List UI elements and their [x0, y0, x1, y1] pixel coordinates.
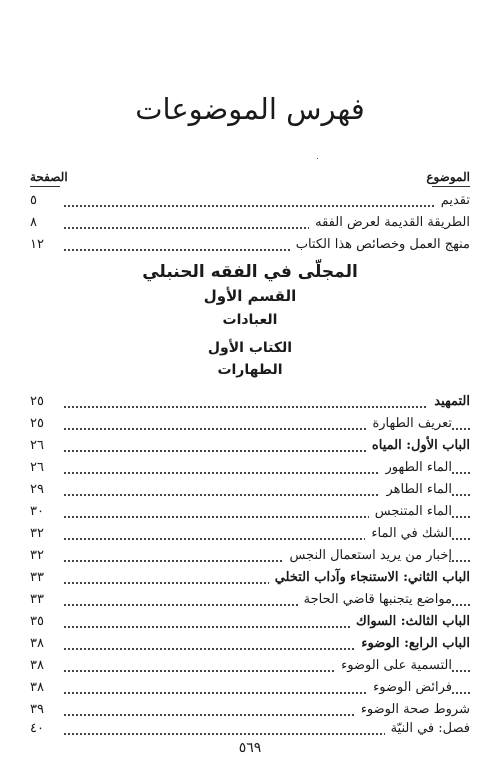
topic-header-rule: [432, 186, 470, 187]
entry-page: ٥: [30, 193, 37, 208]
entry-page: ٣٢: [30, 548, 44, 563]
toc-entry[interactable]: [30, 611, 470, 633]
entry-label: إخبار من يريد استعمال النجس: [283, 545, 452, 567]
entry-page: ٣٨: [30, 636, 44, 651]
topic-column-header: الموضوع: [426, 170, 470, 184]
speck-mark: [317, 158, 318, 159]
toc-entry[interactable]: [30, 545, 470, 567]
entry-label: تعريف الطهارة: [366, 413, 452, 435]
toc-entry[interactable]: [30, 234, 470, 256]
entry-page: ١٢: [30, 237, 44, 252]
entry-page: ٢٦: [30, 460, 44, 475]
entry-label: الشك في الماء: [365, 523, 452, 545]
toc-entry[interactable]: [30, 212, 470, 234]
entry-page: ٣٥: [30, 614, 44, 629]
entry-label: الطريقة القديمة لعرض الفقه: [309, 212, 470, 234]
entry-label: منهج العمل وخصائص هذا الكتاب: [290, 234, 470, 256]
entry-page: ٢٥: [30, 394, 44, 409]
toc-entry[interactable]: [30, 413, 470, 435]
entry-label: التمهيد: [428, 391, 470, 413]
entry-label: الماء الطهور: [379, 457, 452, 479]
entry-page: ٤٠: [30, 721, 44, 736]
page-header-rule: [30, 186, 60, 187]
page-title: فهرس الموضوعات: [135, 92, 365, 126]
leader-dots: [64, 406, 470, 408]
part-heading: القسم الأول: [203, 287, 297, 305]
toc-entry[interactable]: [30, 435, 470, 457]
toc-entry[interactable]: [30, 589, 470, 611]
toc-entry[interactable]: [30, 655, 470, 677]
entry-page: ٢٥: [30, 416, 44, 431]
entry-page: ٨: [30, 215, 37, 230]
entry-page: ٣٣: [30, 570, 44, 585]
entry-label: فرائض الوضوء: [367, 677, 452, 699]
entry-label: التسمية على الوضوء: [335, 655, 452, 677]
entry-label: شروط صحة الوضوء: [355, 699, 470, 721]
entry-page: ٢٦: [30, 438, 44, 453]
part-subject-heading: العبادات: [222, 312, 278, 328]
leader-dots: [64, 205, 470, 207]
toc-entry[interactable]: [30, 567, 470, 589]
entry-label: الباب الرابع: الوضوء: [355, 633, 470, 655]
book-title-heading: المجلّى في الفقه الحنبلي: [142, 262, 358, 282]
entry-label: الباب الثالث: السواك: [350, 611, 470, 633]
toc-entry[interactable]: [30, 633, 470, 655]
entry-label: مواضع يتجنبها قاضي الحاجة: [298, 589, 452, 611]
toc-entry[interactable]: [30, 190, 470, 212]
entry-label: فصل: في النيّة: [385, 718, 470, 740]
page-number: ٥٦٩: [238, 740, 262, 756]
toc-entry[interactable]: [30, 391, 470, 413]
toc-entry[interactable]: [30, 479, 470, 501]
book-heading: الكتاب الأول: [207, 340, 293, 356]
toc-entry[interactable]: [30, 457, 470, 479]
entry-page: ٣٨: [30, 680, 44, 695]
toc-entry[interactable]: [30, 501, 470, 523]
entry-label: الماء المتنجس: [369, 501, 452, 523]
toc-entry[interactable]: [30, 523, 470, 545]
entry-label: الباب الأول: المياه: [366, 435, 470, 457]
entry-page: ٣٠: [30, 504, 44, 519]
entry-label: تقديم: [435, 190, 470, 212]
toc-entry[interactable]: [30, 718, 470, 740]
entry-page: ٣٢: [30, 526, 44, 541]
entry-page: ٣٣: [30, 592, 44, 607]
entry-page: ٣٨: [30, 658, 44, 673]
entry-page: ٣٩: [30, 702, 44, 717]
toc-entry[interactable]: [30, 677, 470, 699]
page-column-header: الصفحة: [30, 170, 68, 184]
book-subject-heading: الطهارات: [217, 362, 283, 378]
entry-page: ٢٩: [30, 482, 44, 497]
entry-label: الماء الطاهر: [380, 479, 452, 501]
entry-label: الباب الثاني: الاستنجاء وآداب التخلي: [269, 567, 470, 589]
